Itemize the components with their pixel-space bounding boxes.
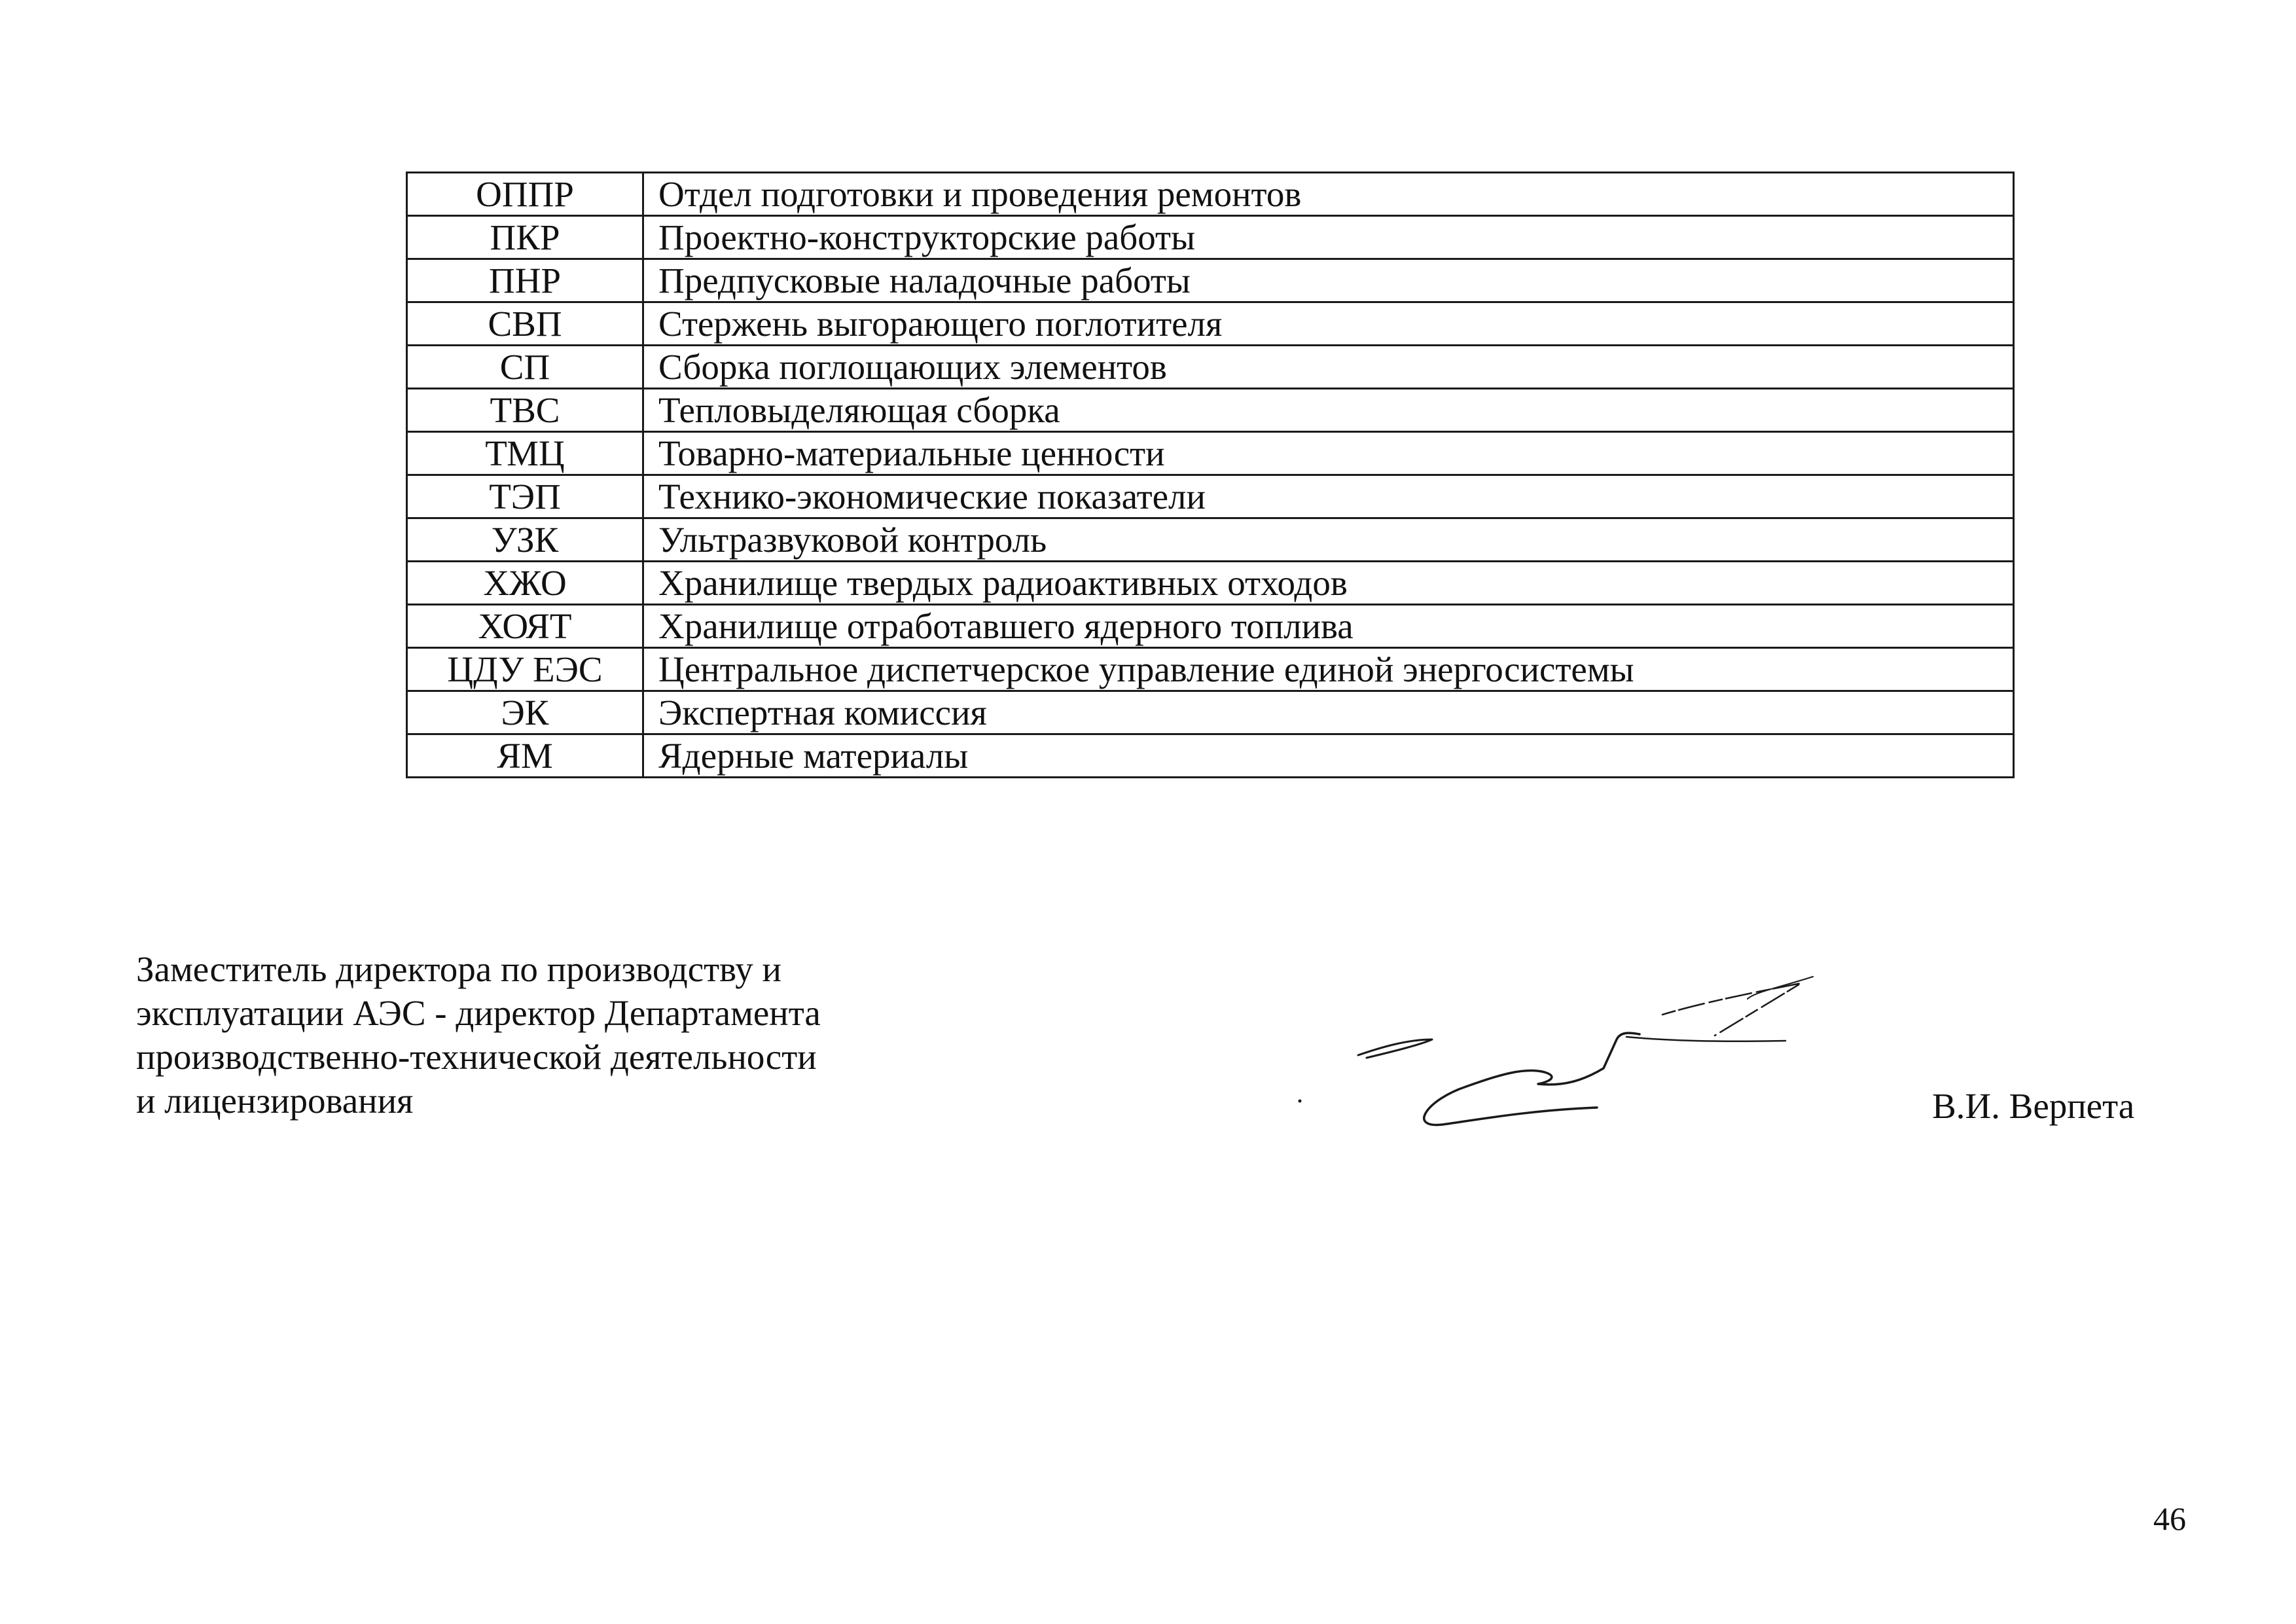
table-row: [407, 475, 2014, 518]
abbreviation-cell: ТЭП: [407, 475, 643, 518]
description-cell: Стержень выгорающего поглотителя: [643, 302, 2014, 346]
description-cell: Тепловыделяющая сборка: [643, 389, 2014, 432]
abbreviation-cell: ТВС: [407, 389, 643, 432]
abbreviation-cell: ХЖО: [407, 562, 643, 605]
description-cell: Ядерные материалы: [643, 734, 2014, 778]
abbreviation-cell: СП: [407, 346, 643, 389]
abbreviations-table-body: [407, 173, 2014, 778]
table-row: [407, 346, 2014, 389]
signatory-position: [136, 947, 821, 1123]
position-line: и лицензирования: [136, 1081, 414, 1121]
abbreviation-cell: ЯМ: [407, 734, 643, 778]
signer-name: В.И. Верпета: [1932, 1086, 2135, 1126]
table-row: [407, 302, 2014, 346]
position-line: Заместитель директора по производству и: [136, 949, 781, 989]
abbreviation-cell: ОППР: [407, 173, 643, 216]
abbreviation-cell: ПКР: [407, 216, 643, 259]
table-row: [407, 259, 2014, 302]
abbreviation-cell: ТМЦ: [407, 432, 643, 475]
table-row: [407, 432, 2014, 475]
position-line: производственно-технической деятельности: [136, 1037, 817, 1077]
abbreviations-table: [406, 171, 2015, 778]
description-cell: Хранилище отработавшего ядерного топлива: [643, 605, 2014, 648]
description-cell: Ультразвуковой контроль: [643, 518, 2014, 562]
description-cell: Сборка поглощающих элементов: [643, 346, 2014, 389]
table-row: [407, 734, 2014, 778]
description-cell: Технико-экономические показатели: [643, 475, 2014, 518]
page-number: 46: [2153, 1500, 2186, 1537]
table-row: [407, 691, 2014, 734]
abbreviation-cell: ПНР: [407, 259, 643, 302]
table-row: [407, 562, 2014, 605]
table-row: [407, 173, 2014, 216]
table-row: [407, 518, 2014, 562]
description-cell: Отдел подготовки и проведения ремонтов: [643, 173, 2014, 216]
position-line: эксплуатации АЭС - директор Департамента: [136, 993, 821, 1033]
table-row: [407, 389, 2014, 432]
description-cell: Проектно-конструкторские работы: [643, 216, 2014, 259]
abbreviation-cell: УЗК: [407, 518, 643, 562]
abbreviation-cell: ХОЯТ: [407, 605, 643, 648]
abbreviation-cell: ЭК: [407, 691, 643, 734]
description-cell: Центральное диспетчерское управление единой энергосистемы: [643, 648, 2014, 691]
abbreviation-cell: ЦДУ ЕЭС: [407, 648, 643, 691]
table-row: [407, 605, 2014, 648]
description-cell: Экспертная комиссия: [643, 691, 2014, 734]
description-cell: Товарно-материальные ценности: [643, 432, 2014, 475]
description-cell: Хранилище твердых радиоактивных отходов: [643, 562, 2014, 605]
description-cell: Предпусковые наладочные работы: [643, 259, 2014, 302]
abbreviation-cell: СВП: [407, 302, 643, 346]
table-row: [407, 648, 2014, 691]
handwritten-signature-icon: [1296, 929, 1872, 1152]
table-row: [407, 216, 2014, 259]
